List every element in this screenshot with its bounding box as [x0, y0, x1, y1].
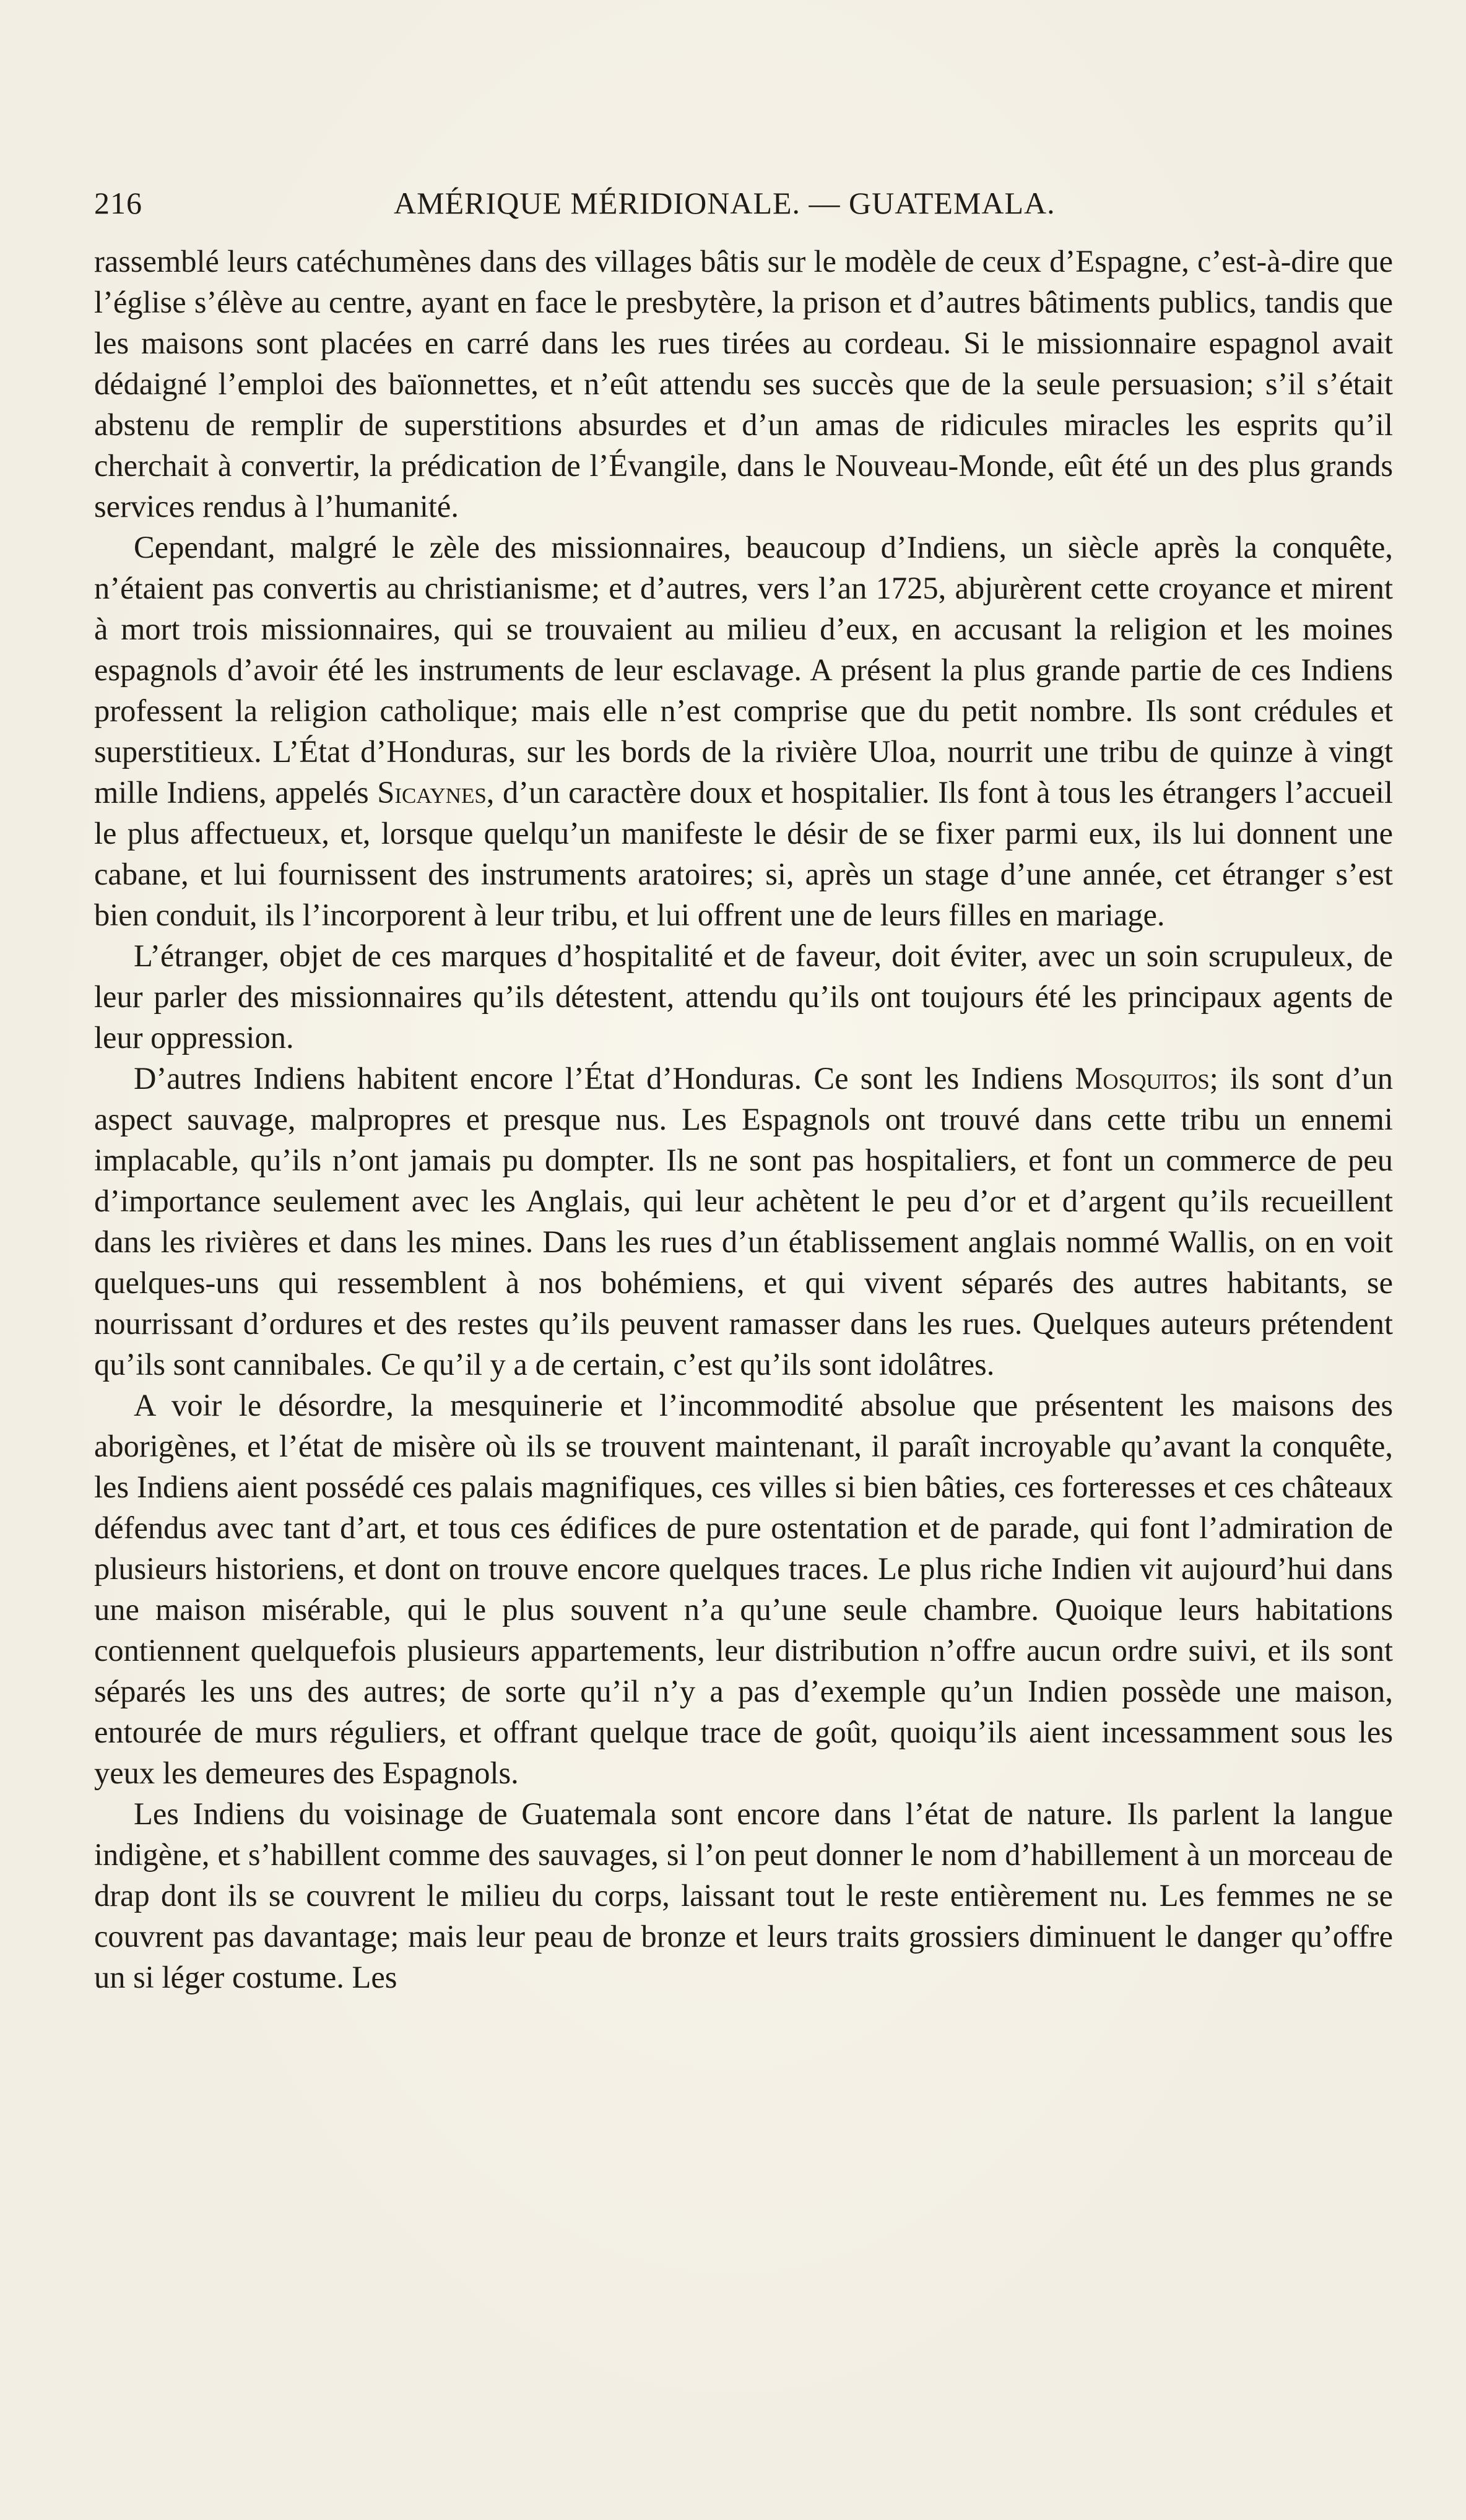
paragraph-text: rassemblé leurs catéchumènes dans des villages bâtis sur le modèle de ceux d’Espagne, c’est-à-dire que l’église s’élève au centre, ayant en face le presbytère, la prison et d’autres bâtiments publics, tandis que les maisons sont placées en carré dans les rues tirées au cordeau. Si le missionnaire espagnol avait dédaigné l’emploi des baïonnettes, et n’eût attendu ses succès que de la seule persuasion; s’il s’était abstenu de remplir de superstitions absurdes et d’un amas de ridicules miracles les esprits qu’il cherchait à convertir, la prédication de l’Évangile, dans le Nouveau-Monde, eût été un des plus grands services rendus à l’humanité.: [94, 244, 1393, 524]
paragraph-5: [94, 1385, 1393, 1793]
paragraph-3: [94, 935, 1393, 1058]
page-header: [94, 178, 1097, 228]
paragraph-text: L’étranger, objet de ces marques d’hospitalité et de faveur, doit éviter, avec un soin scrupuleux, de leur parler des missionnaires qu’ils détestent, attendu qu’ils ont toujours été les principaux agents de leur oppression.: [94, 938, 1393, 1055]
paragraph-text: Les Indiens du voisinage de Guatemala sont encore dans l’état de nature. Ils parlent la langue indigène, et s’habillent comme des sauvages, si l’on peut donner le nom d’habillement à un morceau de drap dont ils se couvrent le milieu du corps, laissant tout le reste entièrement nu. Les femmes ne se couvrent pas davantage; mais leur peau de bronze et leurs traits grossiers diminuent le danger qu’offre un si léger costume. Les: [94, 1796, 1393, 1994]
page-number: 216: [94, 186, 142, 220]
tribe-name-mosquitos: Mosquitos: [1075, 1061, 1210, 1096]
tribe-name-sicaynes: Sicaynes: [377, 775, 487, 810]
paragraph-text: A voir le désordre, la mesquinerie et l’incommodité absolue que présentent les maisons des aborigènes, et l’état de misère où ils se trouvent maintenant, il paraît incroyable qu’avant la conquête, les Indiens aient possédé ces palais magnifiques, ces villes si bien bâties, ces forteresses et ces châteaux défendus avec tant d’art, et tous ces édifices de pure ostentation et de parade, qui font l’admiration de plusieurs historiens, et dont on trouve encore quelques traces. Le plus riche Indien vit aujourd’hui dans une maison misérable, qui le plus souvent n’a qu’une seule chambre. Quoique leurs habitations contiennent quelquefois plusieurs appartements, leur distribution n’offre aucun ordre suivi, et ils sont séparés les uns des autres; de sorte qu’il n’y a pas d’exemple qu’un Indien possède une maison, entourée de murs réguliers, et offrant quelque trace de goût, quoiqu’ils aient incessamment sous les yeux les demeures des Espagnols.: [94, 1388, 1393, 1790]
paragraph-text: D’autres Indiens habitent encore l’État d’Honduras. Ce sont les Indiens: [134, 1061, 1075, 1096]
running-title: AMÉRIQUE MÉRIDIONALE. — GUATEMALA.: [394, 186, 1056, 220]
body-text: [94, 241, 1393, 1998]
paragraph-6: [94, 1793, 1393, 1998]
paragraph-text: ; ils sont d’un aspect sauvage, malpropres et presque nus. Les Espagnols ont trouvé dans cette tribu un ennemi implacable, qu’ils n’ont jamais pu dompter. Ils ne sont pas hospitaliers, et font un commerce de peu d’importance seulement avec les Anglais, qui leur achètent le peu d’or et d’argent qu’ils recueillent dans les rivières et dans les mines. Dans les rues d’un établissement anglais nommé Wallis, on en voit quelques-uns qui ressemblent à nos bohémiens, et qui vivent séparés des autres habitants, se nourrissant d’ordures et des restes qu’ils peuvent ramasser dans les rues. Quelques auteurs prétendent qu’ils sont cannibales. Ce qu’il y a de certain, c’est qu’ils sont idolâtres.: [94, 1061, 1393, 1382]
paragraph-1: [94, 241, 1393, 527]
paragraph-4: [94, 1058, 1393, 1385]
paragraph-text: Cependant, malgré le zèle des missionnaires, beaucoup d’Indiens, un siècle après la conquête, n’étaient pas convertis au christianisme; et d’autres, vers l’an 1725, abjurèrent cette croyance et mirent à mort trois missionnaires, qui se trouvaient au milieu d’eux, en accusant la religion et les moines espagnols d’avoir été les instruments de leur esclavage. A présent la plus grande partie de ces Indiens professent la religion catholique; mais elle n’est comprise que du petit nombre. Ils sont crédules et superstitieux. L’État d’Honduras, sur les bords de la rivière Uloa, nourrit une tribu de quinze à vingt mille Indiens, appelés: [94, 530, 1393, 810]
paragraph-text: , d’un caractère doux et hospitalier. Ils font à tous les étrangers l’accueil le plus affectueux, et, lorsque quelqu’un manifeste le désir de se fixer parmi eux, ils lui donnent une cabane, et lui fournissent des instruments aratoires; si, après un stage d’une année, cet étranger s’est bien conduit, ils l’incorporent à leur tribu, et lui offrent une de leurs filles en mariage.: [94, 775, 1393, 932]
paragraph-2: [94, 527, 1393, 935]
